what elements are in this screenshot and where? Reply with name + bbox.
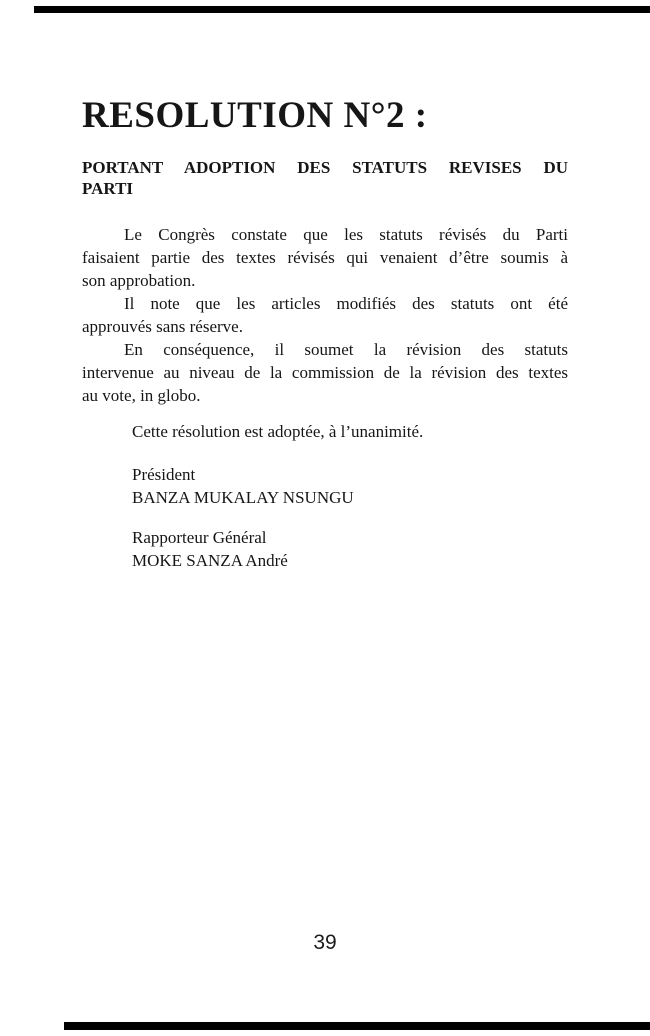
paragraph-line: approuvés sans réserve. [82,317,243,336]
subtitle-line: PORTANT ADOPTION DES STATUTS REVISES DU [82,158,568,177]
paragraph-line: faisaient partie des textes révisés qui venaient d’être soumis à [82,248,568,267]
document-title: RESOLUTION N°2 : [82,95,428,136]
page-number: 39 [313,931,337,954]
signature-role: Rapporteur Général [132,528,267,547]
paragraph [82,223,568,292]
paragraph-line: Il note que les articles modifiés des statuts ont été [124,294,568,313]
paragraph-line: son approbation. [82,271,196,290]
paragraph-line: intervenue au niveau de la commission de la révision des textes [82,363,568,382]
document-body [82,0,568,572]
signature-block-president [82,463,568,509]
paragraph [82,338,568,407]
paragraph-line: Le Congrès constate que les statuts révisés du Parti [124,225,568,244]
paragraph-line: En conséquence, il soumet la révision des statuts [124,340,568,359]
paragraph-line: au vote, in globo. [82,386,201,405]
adoption-statement: Cette résolution est adoptée, à l’unanimité. [132,422,424,441]
signature-name: BANZA MUKALAY NSUNGU [132,488,354,507]
signature-role: Président [132,465,196,484]
signature-name: MOKE SANZA André [132,551,288,570]
paragraph [82,292,568,338]
scan-artifact-bar-bottom [64,1022,650,1030]
document-subtitle [82,157,568,199]
signature-block-rapporteur [82,526,568,572]
subtitle-line: PARTI [82,179,134,198]
